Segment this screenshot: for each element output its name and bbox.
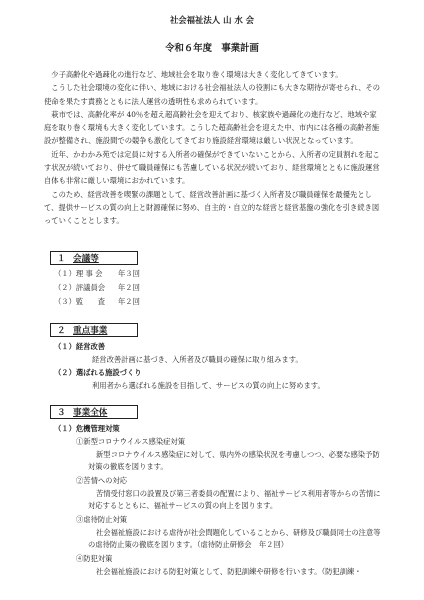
meeting-index: （３） — [54, 297, 76, 306]
priority-heading: （２）選ばれる施設づくり — [54, 368, 142, 377]
subsection-heading: （１）危機管理対策 — [54, 424, 120, 433]
organization-name: 社会福祉法人 山 水 会 — [169, 15, 255, 25]
intro-paragraph: 萩市では、高齢化率が 40％を超え超高齢社会を迎えており、核家族や過疎化の進行など、地域や家庭を取り巻く環境も大きく変化しています。こうした超高齢社会を迎えた中、市内には各種の高齢者施設が整備され、施設間での競争も激化してきており施設経営環境は厳しい状況となっています。 — [44, 109, 380, 146]
meeting-row — [54, 268, 140, 280]
meeting-count: 年２回 — [118, 297, 140, 306]
measure-heading: ④防犯対策 — [76, 554, 113, 563]
priority-text: 利用者から選ばれる施設を目指して、サービスの質の向上に努めます。 — [92, 381, 325, 390]
section-heading-meetings — [50, 251, 138, 265]
intro-paragraph: 少子高齢化や過疎化の進行など、地域社会を取り巻く環境は大きく変化してきています。 — [51, 70, 343, 79]
measure-text: 苦情受付窓口の設置及び第三者委員の配置により、福祉サービス利用者等からの苦情に対応するとともに、福祉サービスの質の向上を図ります。 — [88, 489, 381, 511]
measure-text: 新型コロナウイルス感染症に対して、県内外の感染状況を考慮しつつ、必要な感染予防対策の徹底を図ります。 — [88, 450, 380, 472]
intro-paragraph: このため、経営改善を喫緊の課題として、経営改善計画に基づく入所者及び職員確保を最優先として、提供サービスの質の向上と財源確保に努め、自主的・自立的な経営と経営基盤の強化を引き続き図っていくこととします。 — [44, 189, 380, 226]
meeting-count: 年２回 — [118, 283, 140, 292]
meeting-name: 理 事 会 — [75, 269, 103, 278]
measure-text: 社会福祉施設における虐待が社会問題化していることから、研修及び職員同士の注意等の虐待防止策の徹底を図ります。（虐待防止研修会 年２回） — [88, 528, 381, 550]
intro-paragraph: こうした社会環境の変化に伴い、地域における社会福祉法人の役割にも大きな期待が寄せられ、その使命を果たす責務とともに法人運営の透明性も求められています。 — [44, 83, 381, 106]
priority-heading: （１）経営改善 — [54, 342, 106, 351]
section-heading-overall — [50, 405, 138, 419]
meeting-index: （１） — [54, 269, 76, 278]
intro-text — [44, 68, 382, 228]
measure-heading: ②苦情への対応 — [76, 476, 128, 485]
section-label: 会議等 — [73, 254, 99, 264]
priority-text: 経営改善計画に基づき、入所者及び職員の確保に取り組みます。 — [92, 355, 303, 364]
section-label: 事業全体 — [73, 408, 108, 418]
meeting-name: 評議員会 — [75, 283, 106, 292]
page-title: 令和６年度 事業計画 — [165, 43, 259, 54]
section-heading-priority — [50, 323, 138, 337]
intro-paragraph: 近年、かわかみ苑では定員に対する入所者の確保ができていないことから、入所者の定員割れを起こす状況が続いており、併せて職員確保にも苦慮している状況が続いており、経営環境とともに施設運営自体も非常に厳しい環境におかれています。 — [44, 149, 380, 186]
measure-text: 社会福祉施設における防犯対策として、防犯訓練や研修を行います。（防犯訓練・ — [96, 567, 362, 576]
meeting-count: 年３回 — [118, 269, 140, 278]
section-label: 重点事業 — [73, 326, 108, 336]
measure-heading: ①新型コロナウイルス感染症対策 — [76, 437, 186, 446]
section-number: ３ — [57, 408, 66, 418]
meeting-row — [54, 296, 140, 308]
section-number: １ — [57, 254, 66, 264]
meeting-row — [54, 282, 140, 294]
section-number: ２ — [57, 326, 66, 336]
meeting-name: 監 査 — [75, 297, 106, 306]
meeting-index: （２） — [54, 283, 76, 292]
measure-heading: ③虐待防止対策 — [76, 515, 128, 524]
